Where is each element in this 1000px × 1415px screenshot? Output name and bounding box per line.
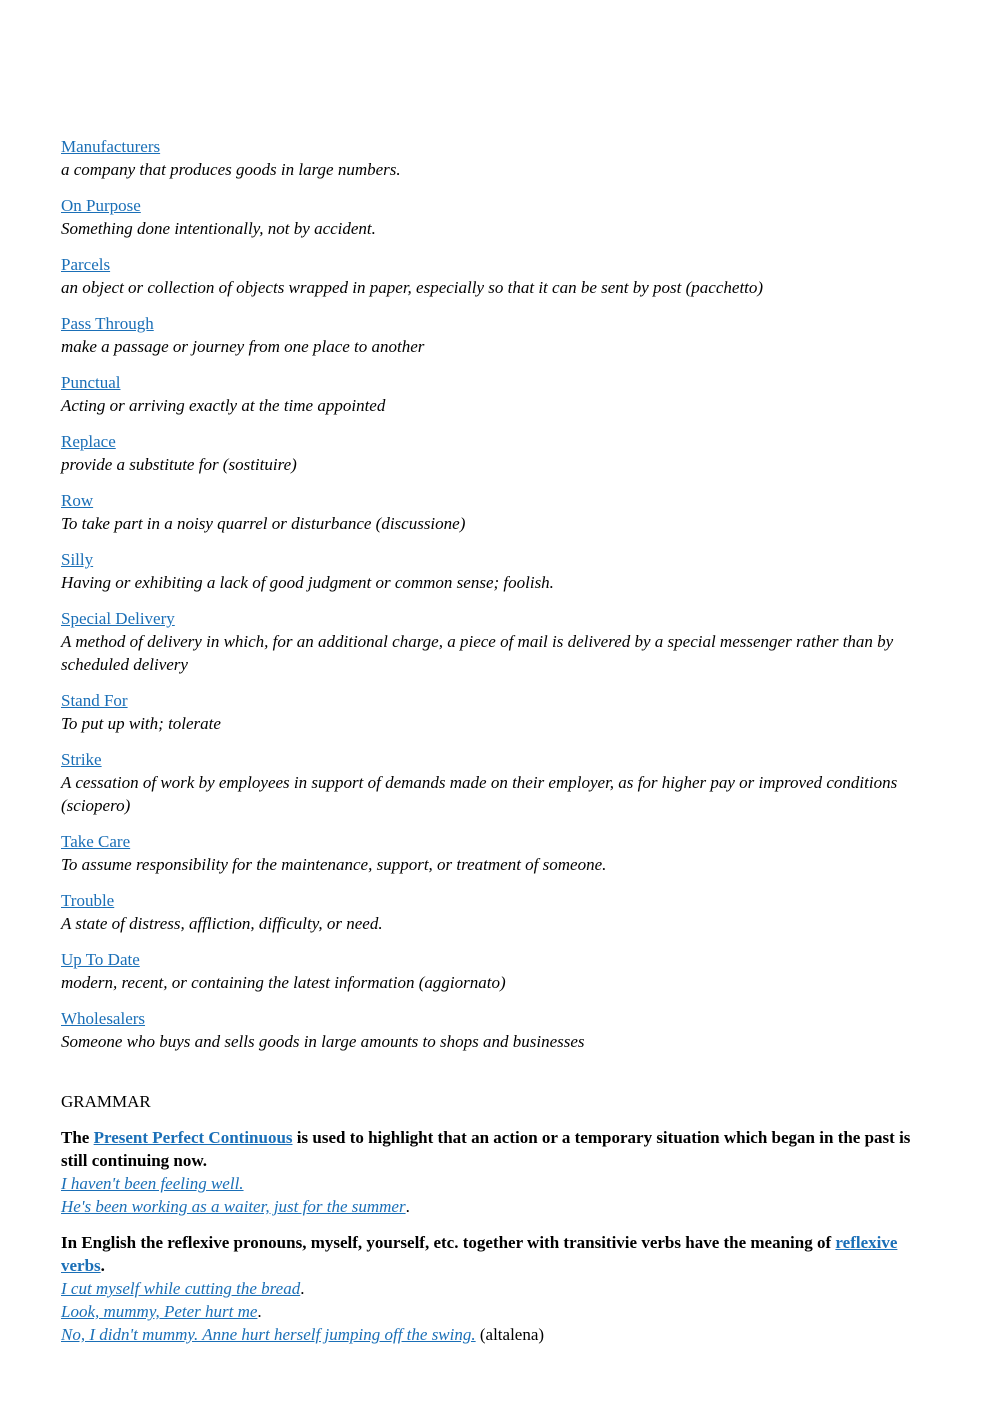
vocabulary-term-link[interactable]: Up To Date xyxy=(61,950,140,969)
vocabulary-entry xyxy=(61,253,941,299)
grammar-paragraph-reflexive xyxy=(61,1231,941,1346)
reflexive-verbs-link[interactable]: reflexive verbs xyxy=(61,1233,898,1275)
vocabulary-term-link[interactable]: Manufacturers xyxy=(61,137,161,156)
example-link[interactable]: He's been working as a waiter, just for the summer xyxy=(61,1197,406,1216)
vocabulary-entry xyxy=(61,489,941,535)
vocabulary-entry xyxy=(61,1007,941,1053)
vocabulary-term-link[interactable]: Take Care xyxy=(61,832,131,851)
p1-pre: The xyxy=(61,1128,94,1147)
vocabulary-term-link[interactable]: Wholesalers xyxy=(61,1009,146,1028)
vocabulary-definition: To take part in a noisy quarrel or disturbance (discussione) xyxy=(61,514,466,533)
example-line: He's been working as a waiter, just for the summer. xyxy=(61,1197,410,1216)
p2-post: . xyxy=(100,1256,105,1275)
example-line: I cut myself while cutting the bread. xyxy=(61,1279,305,1298)
vocabulary-entry xyxy=(61,194,941,240)
vocabulary-term-link[interactable]: Stand For xyxy=(61,691,128,710)
vocabulary-entry xyxy=(61,312,941,358)
p1-post: is used to highlight that an action or a temporary situation which began in the past is still continuing now. xyxy=(61,1128,911,1170)
vocabulary-entry xyxy=(61,548,941,594)
vocabulary-definition: A method of delivery in which, for an additional charge, a piece of mail is delivered by a special messenger rather than by scheduled delivery xyxy=(61,632,894,674)
vocabulary-entry xyxy=(61,371,941,417)
vocabulary-definition: a company that produces goods in large numbers. xyxy=(61,160,401,179)
vocabulary-term-link[interactable]: Pass Through xyxy=(61,314,154,333)
vocabulary-definition: provide a substitute for (sostituire) xyxy=(61,455,297,474)
vocabulary-definition: modern, recent, or containing the latest information (aggiornato) xyxy=(61,973,506,992)
vocabulary-entry xyxy=(61,430,941,476)
present-perfect-continuous-link[interactable]: Present Perfect Continuous xyxy=(93,1128,293,1147)
example-link[interactable]: I cut myself while cutting the bread xyxy=(61,1279,301,1298)
vocabulary-term-link[interactable]: On Purpose xyxy=(61,196,141,215)
vocabulary-term-link[interactable]: Parcels xyxy=(61,255,111,274)
vocabulary-definition: To put up with; tolerate xyxy=(61,714,221,733)
vocabulary-term-link[interactable]: Special Delivery xyxy=(61,609,175,628)
vocabulary-list xyxy=(61,135,941,1053)
vocabulary-entry xyxy=(61,830,941,876)
vocabulary-term-link[interactable]: Trouble xyxy=(61,891,115,910)
vocabulary-entry xyxy=(61,748,941,817)
vocabulary-term-link[interactable]: Row xyxy=(61,491,94,510)
grammar-paragraph-present-perfect xyxy=(61,1126,941,1218)
vocabulary-definition: make a passage or journey from one place to another xyxy=(61,337,425,356)
vocabulary-term-link[interactable]: Silly xyxy=(61,550,94,569)
vocabulary-definition: Something done intentionally, not by accident. xyxy=(61,219,376,238)
grammar-heading: GRAMMAR xyxy=(61,1092,151,1111)
example-link[interactable]: I haven't been feeling well. xyxy=(61,1174,244,1193)
vocabulary-definition: Acting or arriving exactly at the time appointed xyxy=(61,396,386,415)
vocabulary-entry xyxy=(61,948,941,994)
example-link[interactable]: No, I didn't mummy. Anne hurt herself jumping off the swing. xyxy=(61,1325,476,1344)
vocabulary-term-link[interactable]: Punctual xyxy=(61,373,121,392)
vocabulary-definition: A cessation of work by employees in support of demands made on their employer, as for higher pay or improved conditions (sciopero) xyxy=(61,773,898,815)
p2-pre: In English the reflexive pronouns, myself, yourself, etc. together with transitivie verbs have the meaning of xyxy=(61,1233,836,1252)
vocabulary-term-link[interactable]: Replace xyxy=(61,432,116,451)
example-line xyxy=(61,1172,941,1195)
vocabulary-definition: Someone who buys and sells goods in large amounts to shops and businesses xyxy=(61,1032,585,1051)
vocabulary-entry xyxy=(61,135,941,181)
vocabulary-definition: To assume responsibility for the maintenance, support, or treatment of someone. xyxy=(61,855,607,874)
example-line: No, I didn't mummy. Anne hurt herself jumping off the swing. (altalena) xyxy=(61,1325,545,1344)
document-page xyxy=(61,135,941,1359)
vocabulary-term-link[interactable]: Strike xyxy=(61,750,102,769)
vocabulary-definition: Having or exhibiting a lack of good judgment or common sense; foolish. xyxy=(61,573,554,592)
vocabulary-entry xyxy=(61,607,941,676)
vocabulary-entry xyxy=(61,889,941,935)
vocabulary-entry xyxy=(61,689,941,735)
vocabulary-definition: A state of distress, affliction, difficulty, or need. xyxy=(61,914,383,933)
vocabulary-definition: an object or collection of objects wrapped in paper, especially so that it can be sent by post (pacchetto) xyxy=(61,278,764,297)
example-line: Look, mummy, Peter hurt me. xyxy=(61,1302,262,1321)
example-link[interactable]: Look, mummy, Peter hurt me xyxy=(61,1302,258,1321)
